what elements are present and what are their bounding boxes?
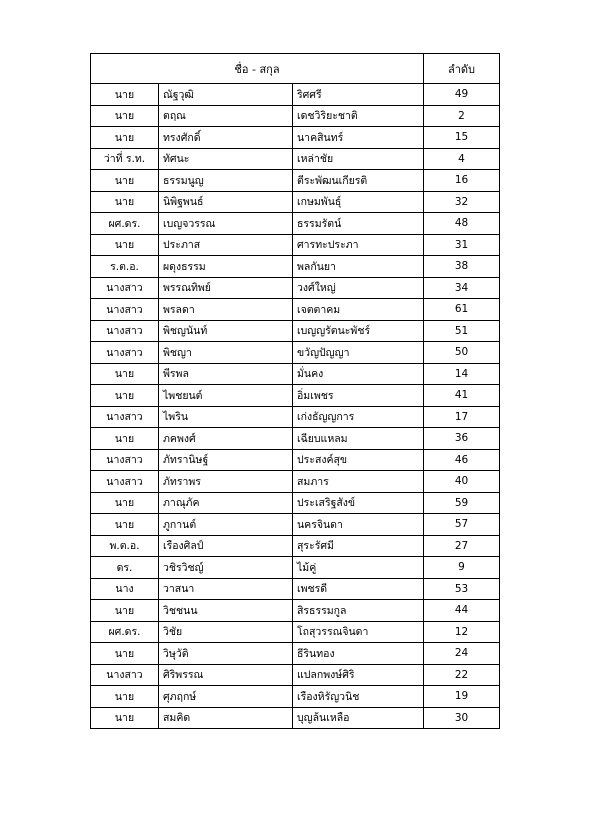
cell-last-name: นาคสินทร์ (293, 127, 424, 149)
name-list-table (90, 53, 500, 729)
cell-order: 4 (424, 148, 500, 170)
cell-title: ผศ.ดร. (91, 213, 159, 235)
cell-first-name: พรลดา (159, 299, 293, 321)
table-row (91, 664, 500, 686)
cell-title: นางสาว (91, 471, 159, 493)
table-row (91, 385, 500, 407)
cell-order: 46 (424, 449, 500, 471)
cell-last-name: เก่งธัญญการ (293, 406, 424, 428)
cell-order: 9 (424, 557, 500, 579)
cell-last-name: โถสุวรรณจินดา (293, 621, 424, 643)
cell-order: 19 (424, 686, 500, 708)
cell-last-name: เดชวิริยะชาติ (293, 105, 424, 127)
cell-last-name: อิ่มเพชร (293, 385, 424, 407)
table-row (91, 514, 500, 536)
cell-title: ร.ต.อ. (91, 256, 159, 278)
cell-title: นางสาว (91, 449, 159, 471)
cell-order: 36 (424, 428, 500, 450)
cell-title: นางสาว (91, 406, 159, 428)
cell-first-name: ผดุงธรรม (159, 256, 293, 278)
cell-title: นาย (91, 385, 159, 407)
cell-last-name: ประสงค์สุข (293, 449, 424, 471)
cell-title: นาย (91, 492, 159, 514)
cell-title: นาย (91, 234, 159, 256)
cell-last-name: ศารทะประภา (293, 234, 424, 256)
table-row (91, 342, 500, 364)
cell-last-name: เหล่าชัย (293, 148, 424, 170)
cell-title: นาย (91, 600, 159, 622)
cell-order: 50 (424, 342, 500, 364)
cell-order: 27 (424, 535, 500, 557)
cell-first-name: ศิริพรรณ (159, 664, 293, 686)
table-row (91, 148, 500, 170)
cell-title: นาย (91, 514, 159, 536)
table-row (91, 191, 500, 213)
cell-last-name: สิรธรรมกูล (293, 600, 424, 622)
cell-order: 38 (424, 256, 500, 278)
cell-first-name: ภัทรานิษฐ์ (159, 449, 293, 471)
table-row (91, 84, 500, 106)
table-row (91, 234, 500, 256)
cell-last-name: เฉียบแหลม (293, 428, 424, 450)
header-name: ชื่อ - สกุล (91, 54, 424, 84)
cell-title: นางสาว (91, 664, 159, 686)
cell-title: นาย (91, 170, 159, 192)
table-row (91, 492, 500, 514)
cell-last-name: บุญล้นเหลือ (293, 707, 424, 729)
cell-last-name: สมภาร (293, 471, 424, 493)
table-row (91, 471, 500, 493)
cell-last-name: เพชรดี (293, 578, 424, 600)
cell-first-name: ภาณุภัค (159, 492, 293, 514)
cell-title: นาย (91, 127, 159, 149)
cell-last-name: ธีรินทอง (293, 643, 424, 665)
cell-title: นางสาว (91, 299, 159, 321)
table-row (91, 127, 500, 149)
cell-order: 24 (424, 643, 500, 665)
cell-order: 14 (424, 363, 500, 385)
cell-order: 2 (424, 105, 500, 127)
cell-order: 48 (424, 213, 500, 235)
cell-last-name: แปลกพงษ์ศิริ (293, 664, 424, 686)
cell-last-name: พลกันยา (293, 256, 424, 278)
name-list-sheet (90, 53, 500, 729)
cell-first-name: พีรพล (159, 363, 293, 385)
cell-order: 51 (424, 320, 500, 342)
cell-first-name: ภัทราพร (159, 471, 293, 493)
cell-first-name: พิชญนันท์ (159, 320, 293, 342)
cell-title: นาย (91, 84, 159, 106)
cell-last-name: นครจินดา (293, 514, 424, 536)
cell-first-name: ไพริน (159, 406, 293, 428)
cell-title: นาง (91, 578, 159, 600)
cell-order: 22 (424, 664, 500, 686)
cell-first-name: ภูกานต์ (159, 514, 293, 536)
table-row (91, 256, 500, 278)
cell-title: นาย (91, 191, 159, 213)
cell-title: นาย (91, 643, 159, 665)
table-row (91, 449, 500, 471)
cell-last-name: วงศ์ใหญ่ (293, 277, 424, 299)
cell-first-name: ตฤณ (159, 105, 293, 127)
table-row (91, 557, 500, 579)
cell-order: 34 (424, 277, 500, 299)
cell-last-name: ขวัญปัญญา (293, 342, 424, 364)
cell-first-name: ภคพงศ์ (159, 428, 293, 450)
cell-first-name: ประภาส (159, 234, 293, 256)
cell-title: นาย (91, 428, 159, 450)
table-row (91, 170, 500, 192)
cell-order: 30 (424, 707, 500, 729)
table-body (91, 84, 500, 729)
cell-title: นางสาว (91, 320, 159, 342)
cell-order: 57 (424, 514, 500, 536)
cell-last-name: ประเสริฐสังข์ (293, 492, 424, 514)
cell-first-name: พรรณทิพย์ (159, 277, 293, 299)
cell-order: 31 (424, 234, 500, 256)
header-order: ลำดับ (424, 54, 500, 84)
cell-order: 49 (424, 84, 500, 106)
cell-last-name: เบญญรัตนะพัชร์ (293, 320, 424, 342)
cell-order: 44 (424, 600, 500, 622)
cell-first-name: ทัศนะ (159, 148, 293, 170)
cell-first-name: พิชญา (159, 342, 293, 364)
cell-first-name: สมคิด (159, 707, 293, 729)
cell-order: 12 (424, 621, 500, 643)
cell-order: 16 (424, 170, 500, 192)
table-row (91, 406, 500, 428)
cell-title: ดร. (91, 557, 159, 579)
cell-title: นาย (91, 707, 159, 729)
table-row (91, 686, 500, 708)
cell-last-name: มั่นคง (293, 363, 424, 385)
table-row (91, 578, 500, 600)
cell-last-name: เกษมพันธุ์ (293, 191, 424, 213)
table-row (91, 643, 500, 665)
cell-first-name: เรืองศิลป์ (159, 535, 293, 557)
table-row (91, 621, 500, 643)
cell-title: นางสาว (91, 342, 159, 364)
cell-last-name: สุระรัศมี (293, 535, 424, 557)
table-row (91, 105, 500, 127)
cell-first-name: ทรงศักดิ์ (159, 127, 293, 149)
cell-order: 15 (424, 127, 500, 149)
cell-title: นาย (91, 686, 159, 708)
cell-last-name: เจตตาคม (293, 299, 424, 321)
cell-first-name: ธรรมนูญ (159, 170, 293, 192)
table-row (91, 320, 500, 342)
cell-order: 40 (424, 471, 500, 493)
cell-first-name: วิชชนน (159, 600, 293, 622)
table-header-row (91, 54, 500, 84)
table-row (91, 428, 500, 450)
cell-order: 61 (424, 299, 500, 321)
table-row (91, 363, 500, 385)
cell-first-name: เบญจวรรณ (159, 213, 293, 235)
cell-last-name: เรืองหิรัญวนิช (293, 686, 424, 708)
cell-title: ว่าที่ ร.ท. (91, 148, 159, 170)
table-row (91, 535, 500, 557)
cell-last-name: ริศศรี (293, 84, 424, 106)
cell-title: พ.ต.อ. (91, 535, 159, 557)
table-row (91, 600, 500, 622)
cell-title: นาย (91, 105, 159, 127)
table-row (91, 213, 500, 235)
cell-first-name: ศุภฤกษ์ (159, 686, 293, 708)
cell-first-name: วิชัย (159, 621, 293, 643)
cell-first-name: นิพิฐพนธ์ (159, 191, 293, 213)
cell-last-name: ไม้คู่ (293, 557, 424, 579)
cell-first-name: วาสนา (159, 578, 293, 600)
cell-first-name: วิษุวัติ (159, 643, 293, 665)
table-row (91, 277, 500, 299)
table-row (91, 707, 500, 729)
cell-title: นาย (91, 363, 159, 385)
cell-last-name: ธรรมรัตน์ (293, 213, 424, 235)
cell-first-name: ไพชยนต์ (159, 385, 293, 407)
cell-title: ผศ.ดร. (91, 621, 159, 643)
cell-last-name: ตีระพัฒนเกียรติ (293, 170, 424, 192)
cell-order: 17 (424, 406, 500, 428)
cell-first-name: วชิรวิชญ์ (159, 557, 293, 579)
cell-order: 53 (424, 578, 500, 600)
cell-title: นางสาว (91, 277, 159, 299)
cell-order: 59 (424, 492, 500, 514)
cell-order: 32 (424, 191, 500, 213)
cell-order: 41 (424, 385, 500, 407)
cell-first-name: ณัฐวุฒิ (159, 84, 293, 106)
table-row (91, 299, 500, 321)
